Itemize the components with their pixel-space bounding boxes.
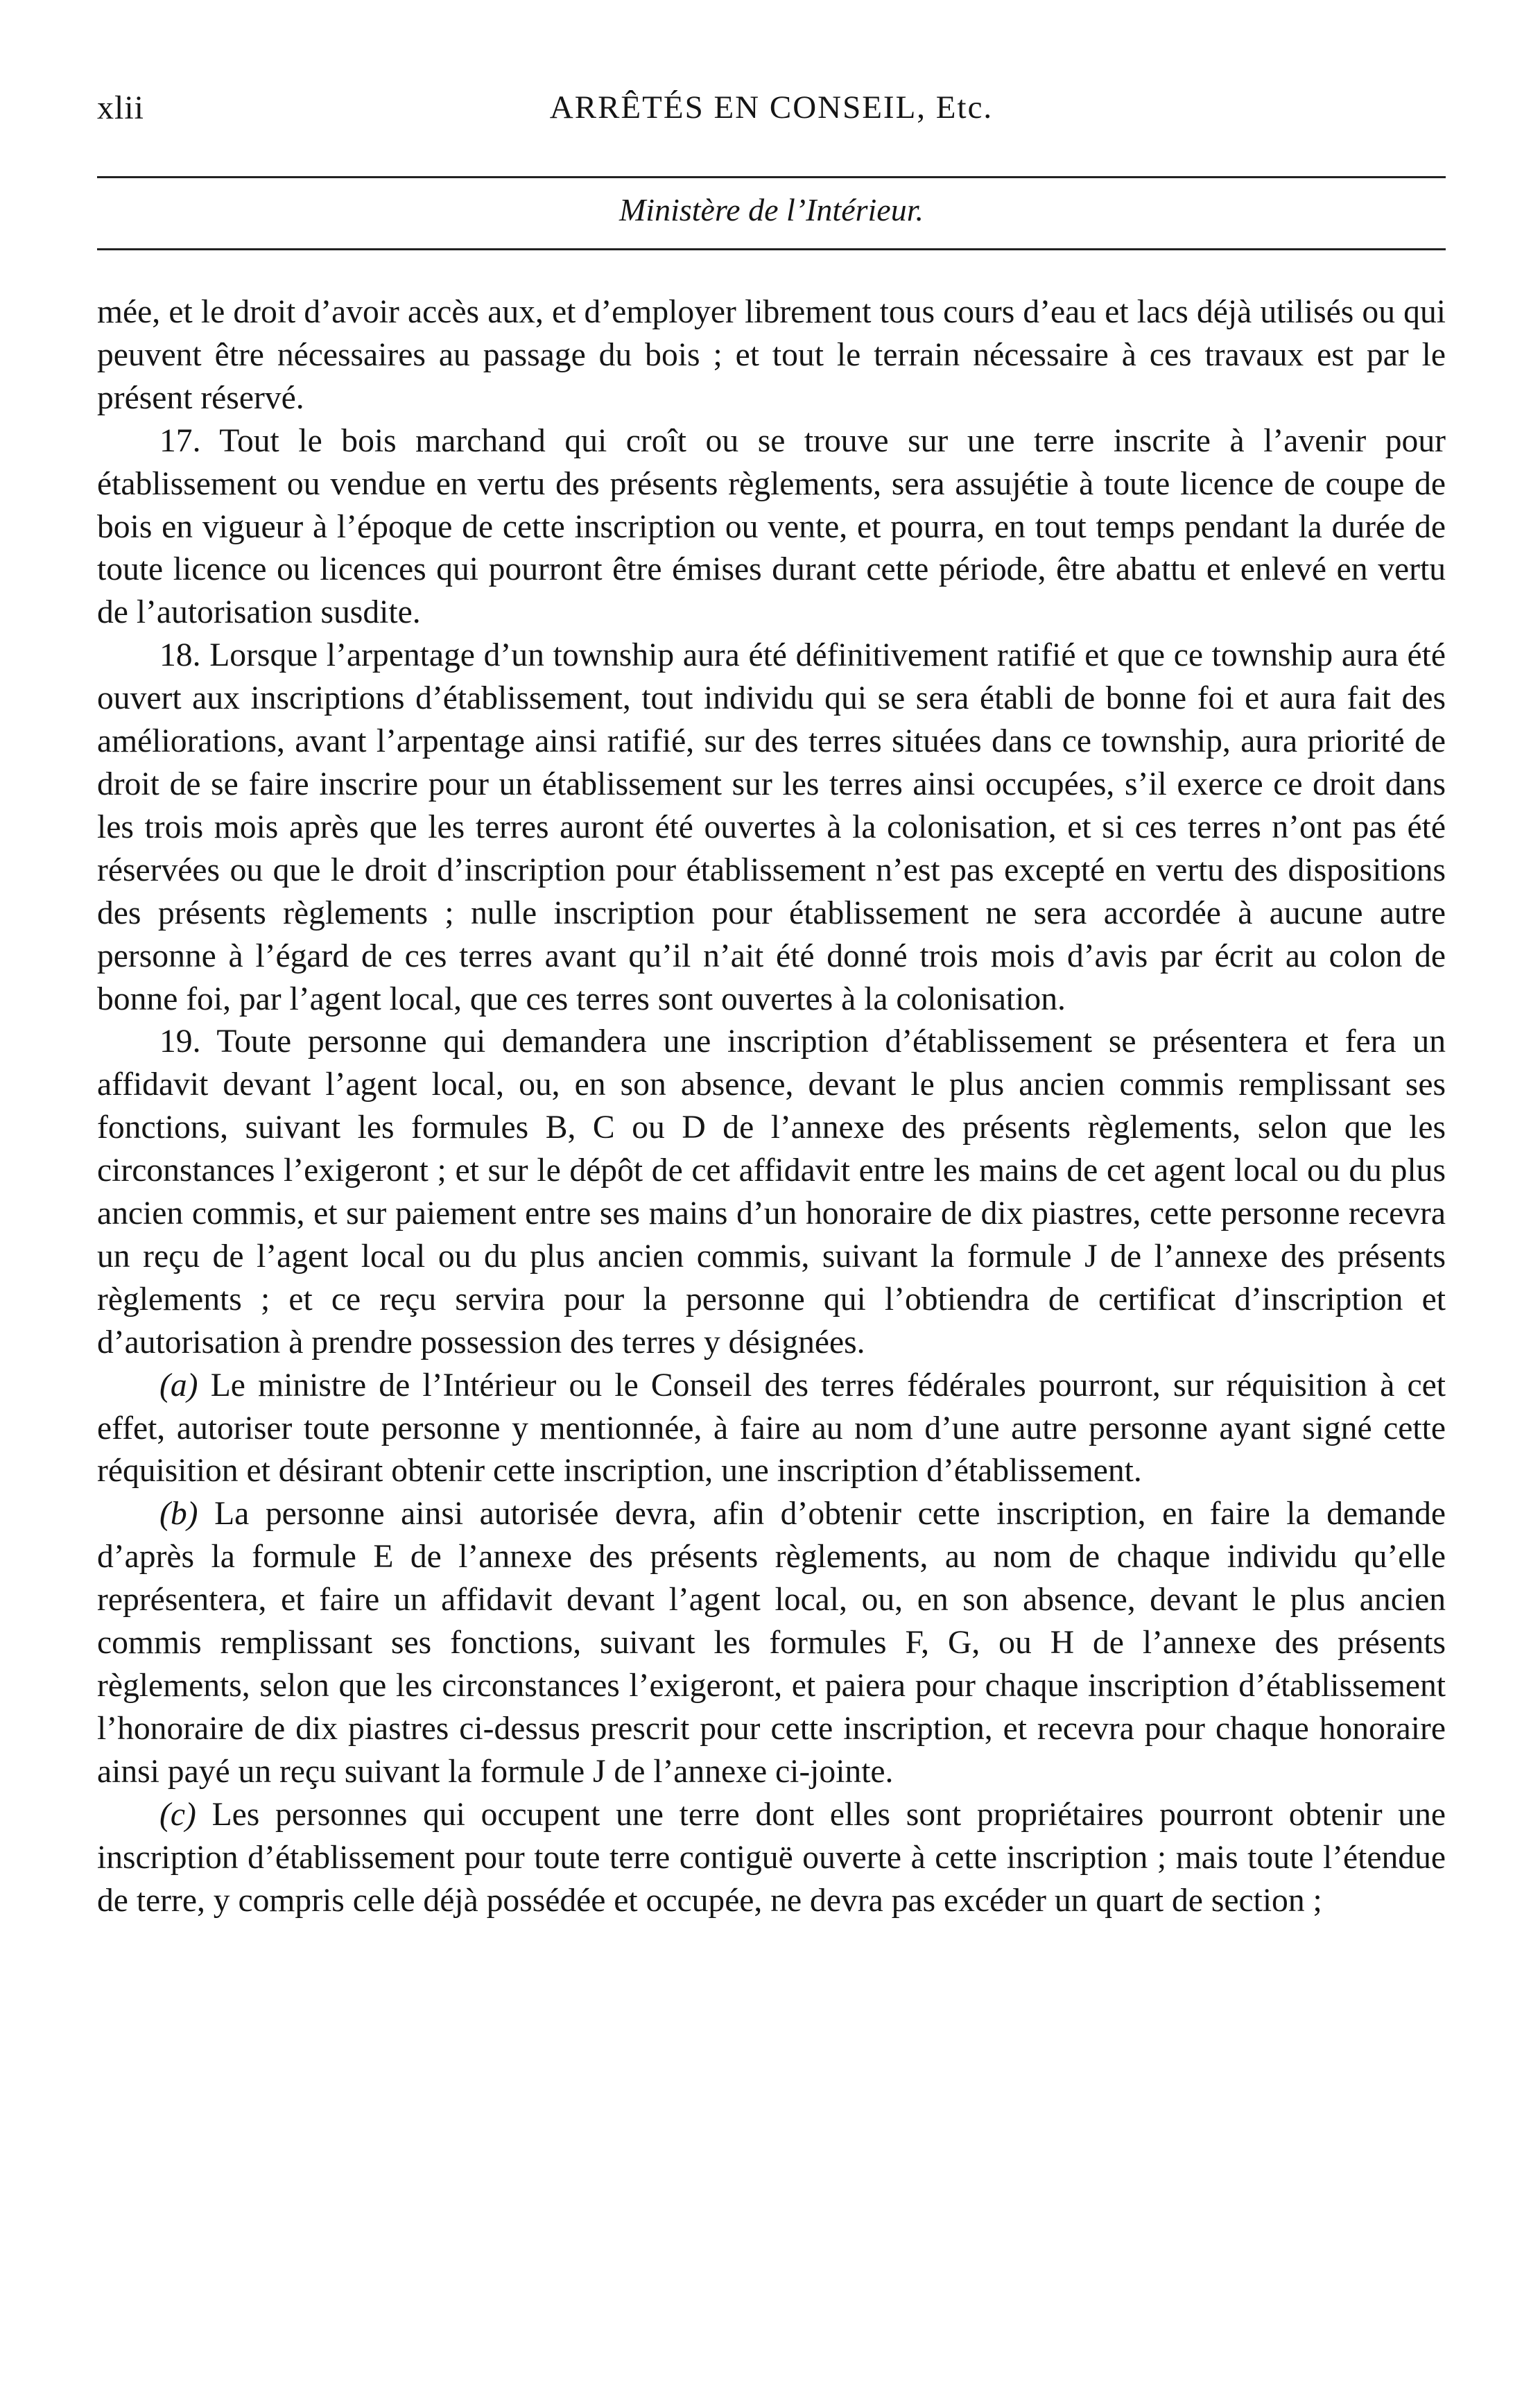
page-header (97, 75, 1446, 144)
article-number: 18. (159, 637, 201, 674)
header-rule-top (97, 176, 1446, 178)
running-head: ARRÊTÉS EN CONSEIL, Etc. (549, 89, 994, 126)
paragraph-text: Les personnes qui occupent une terre dont elles sont propriétaires pourront obtenir une inscription d’établissement pour toute terre contiguë ouverte à cette inscription ; mais toute l’étendue de terre, y compris celle déjà possédée et occupée, ne devra pas excéder un quart de section ; (97, 1796, 1446, 1919)
body-text (97, 291, 1446, 1922)
paragraph-text: La personne ainsi autorisée devra, afin d’obtenir cette inscription, en faire la demande d’après la formule E de l’annexe des présents règlements, au nom de chaque individu qu’elle représentera, et faire un affidavit devant l’agent local, ou, en son absence, devant le plus ancien commis remplissant ses fonctions, suivant les formules F, G, ou H de l’annexe des présents règlements, selon que les circonstances l’exigeront, et paiera pour chaque inscription d’établissement l’honoraire de dix piastres ci-dessus prescrit pour cette inscription, et recevra pour chaque honoraire ainsi payé un reçu suivant la formule J de l’annexe ci-jointe. (97, 1496, 1446, 1790)
paragraph-text: Toute personne qui demandera une inscription d’établissement se présentera et fera un affidavit devant l’agent local, ou, en son absence, devant le plus ancien commis remplissant ses fonctions, suivant les formules B, C ou D de l’annexe des présents règlements, selon que les circonstances l’exigeront ; et sur le dépôt de cet affidavit entre les mains de cet agent local ou du plus ancien commis, et sur paiement entre ses mains d’un honoraire de dix piastres, cette personne recevra un reçu de l’agent local ou du plus ancien commis, suivant la formule J de l’annexe des présents règlements ; et ce reçu servira pour la personne qui l’obtiendra de certificat d’inscription et d’autorisation à prendre possession des terres y désignées. (97, 1023, 1446, 1360)
paragraph-text: Lorsque l’arpentage d’un township aura été définitivement ratifié et que ce township aura été ouvert aux inscriptions d’établissement, tout individu qui se sera établi de bonne foi et aura fait des améliorations, avant l’arpentage ainsi ratifié, sur des terres situées dans ce township, aura priorité de droit de se faire inscrire pour un établissement sur les terres ainsi occupées, s’il exerce ce droit dans les trois mois après que les terres auront été ouvertes à la colonisation, et si ces terres n’ont pas été réservées ou que le droit d’inscription pour établissement n’est pas excepté en vertu des dispositions des présents règlements ; nulle inscription pour établissement ne sera accordée à aucune autre personne à l’égard de ces terres avant qu’il n’ait été donné trois mois d’avis par écrit au colon de bonne foi, par l’agent local, que ces terres sont ouvertes à la colonisation. (97, 637, 1446, 1017)
paragraph-19 (97, 1021, 1446, 1364)
subparagraph-letter: (b) (159, 1496, 198, 1532)
article-number: 19. (159, 1023, 201, 1060)
article-number: 17. (159, 422, 201, 459)
subparagraph-c (97, 1794, 1446, 1923)
paragraph-text: Le ministre de l’Intérieur ou le Conseil des terres fédérales pourront, sur réquisition à cet effet, autoriser toute personne y mentionnée, à faire au nom d’une autre personne ayant signé cette réquisition et désirant obtenir cette inscription, une inscription d’établissement. (97, 1367, 1446, 1489)
page (97, 75, 1446, 2329)
paragraph-18 (97, 634, 1446, 1021)
paragraph-text: mée, et le droit d’avoir accès aux, et d’employer librement tous cours d’eau et lacs déjà utilisés ou qui peuvent être nécessaires au passage du bois ; et tout le terrain nécessaire à ces travaux est par le présent réservé. (97, 294, 1446, 416)
paragraph-continuation (97, 291, 1446, 420)
subparagraph-letter: (a) (159, 1367, 198, 1403)
header-rule-bottom (97, 248, 1446, 250)
subparagraph-b (97, 1493, 1446, 1793)
subparagraph-a (97, 1365, 1446, 1494)
paragraph-text: Tout le bois marchand qui croît ou se trouve sur une terre inscrite à l’avenir pour établissement ou vendue en vertu des présents règlements, sera assujétie à toute licence de coupe de bois en vigueur à l’époque de cette inscription ou vente, et pourra, en tout temps pendant la durée de toute licence ou licences qui pourront être émises durant cette période, être abattu et enlevé en vertu de l’autorisation susdite. (97, 422, 1446, 631)
page-number: xlii (97, 89, 145, 126)
subparagraph-letter: (c) (159, 1796, 196, 1833)
section-title: Ministère de l’Intérieur. (618, 192, 924, 227)
paragraph-17 (97, 420, 1446, 635)
